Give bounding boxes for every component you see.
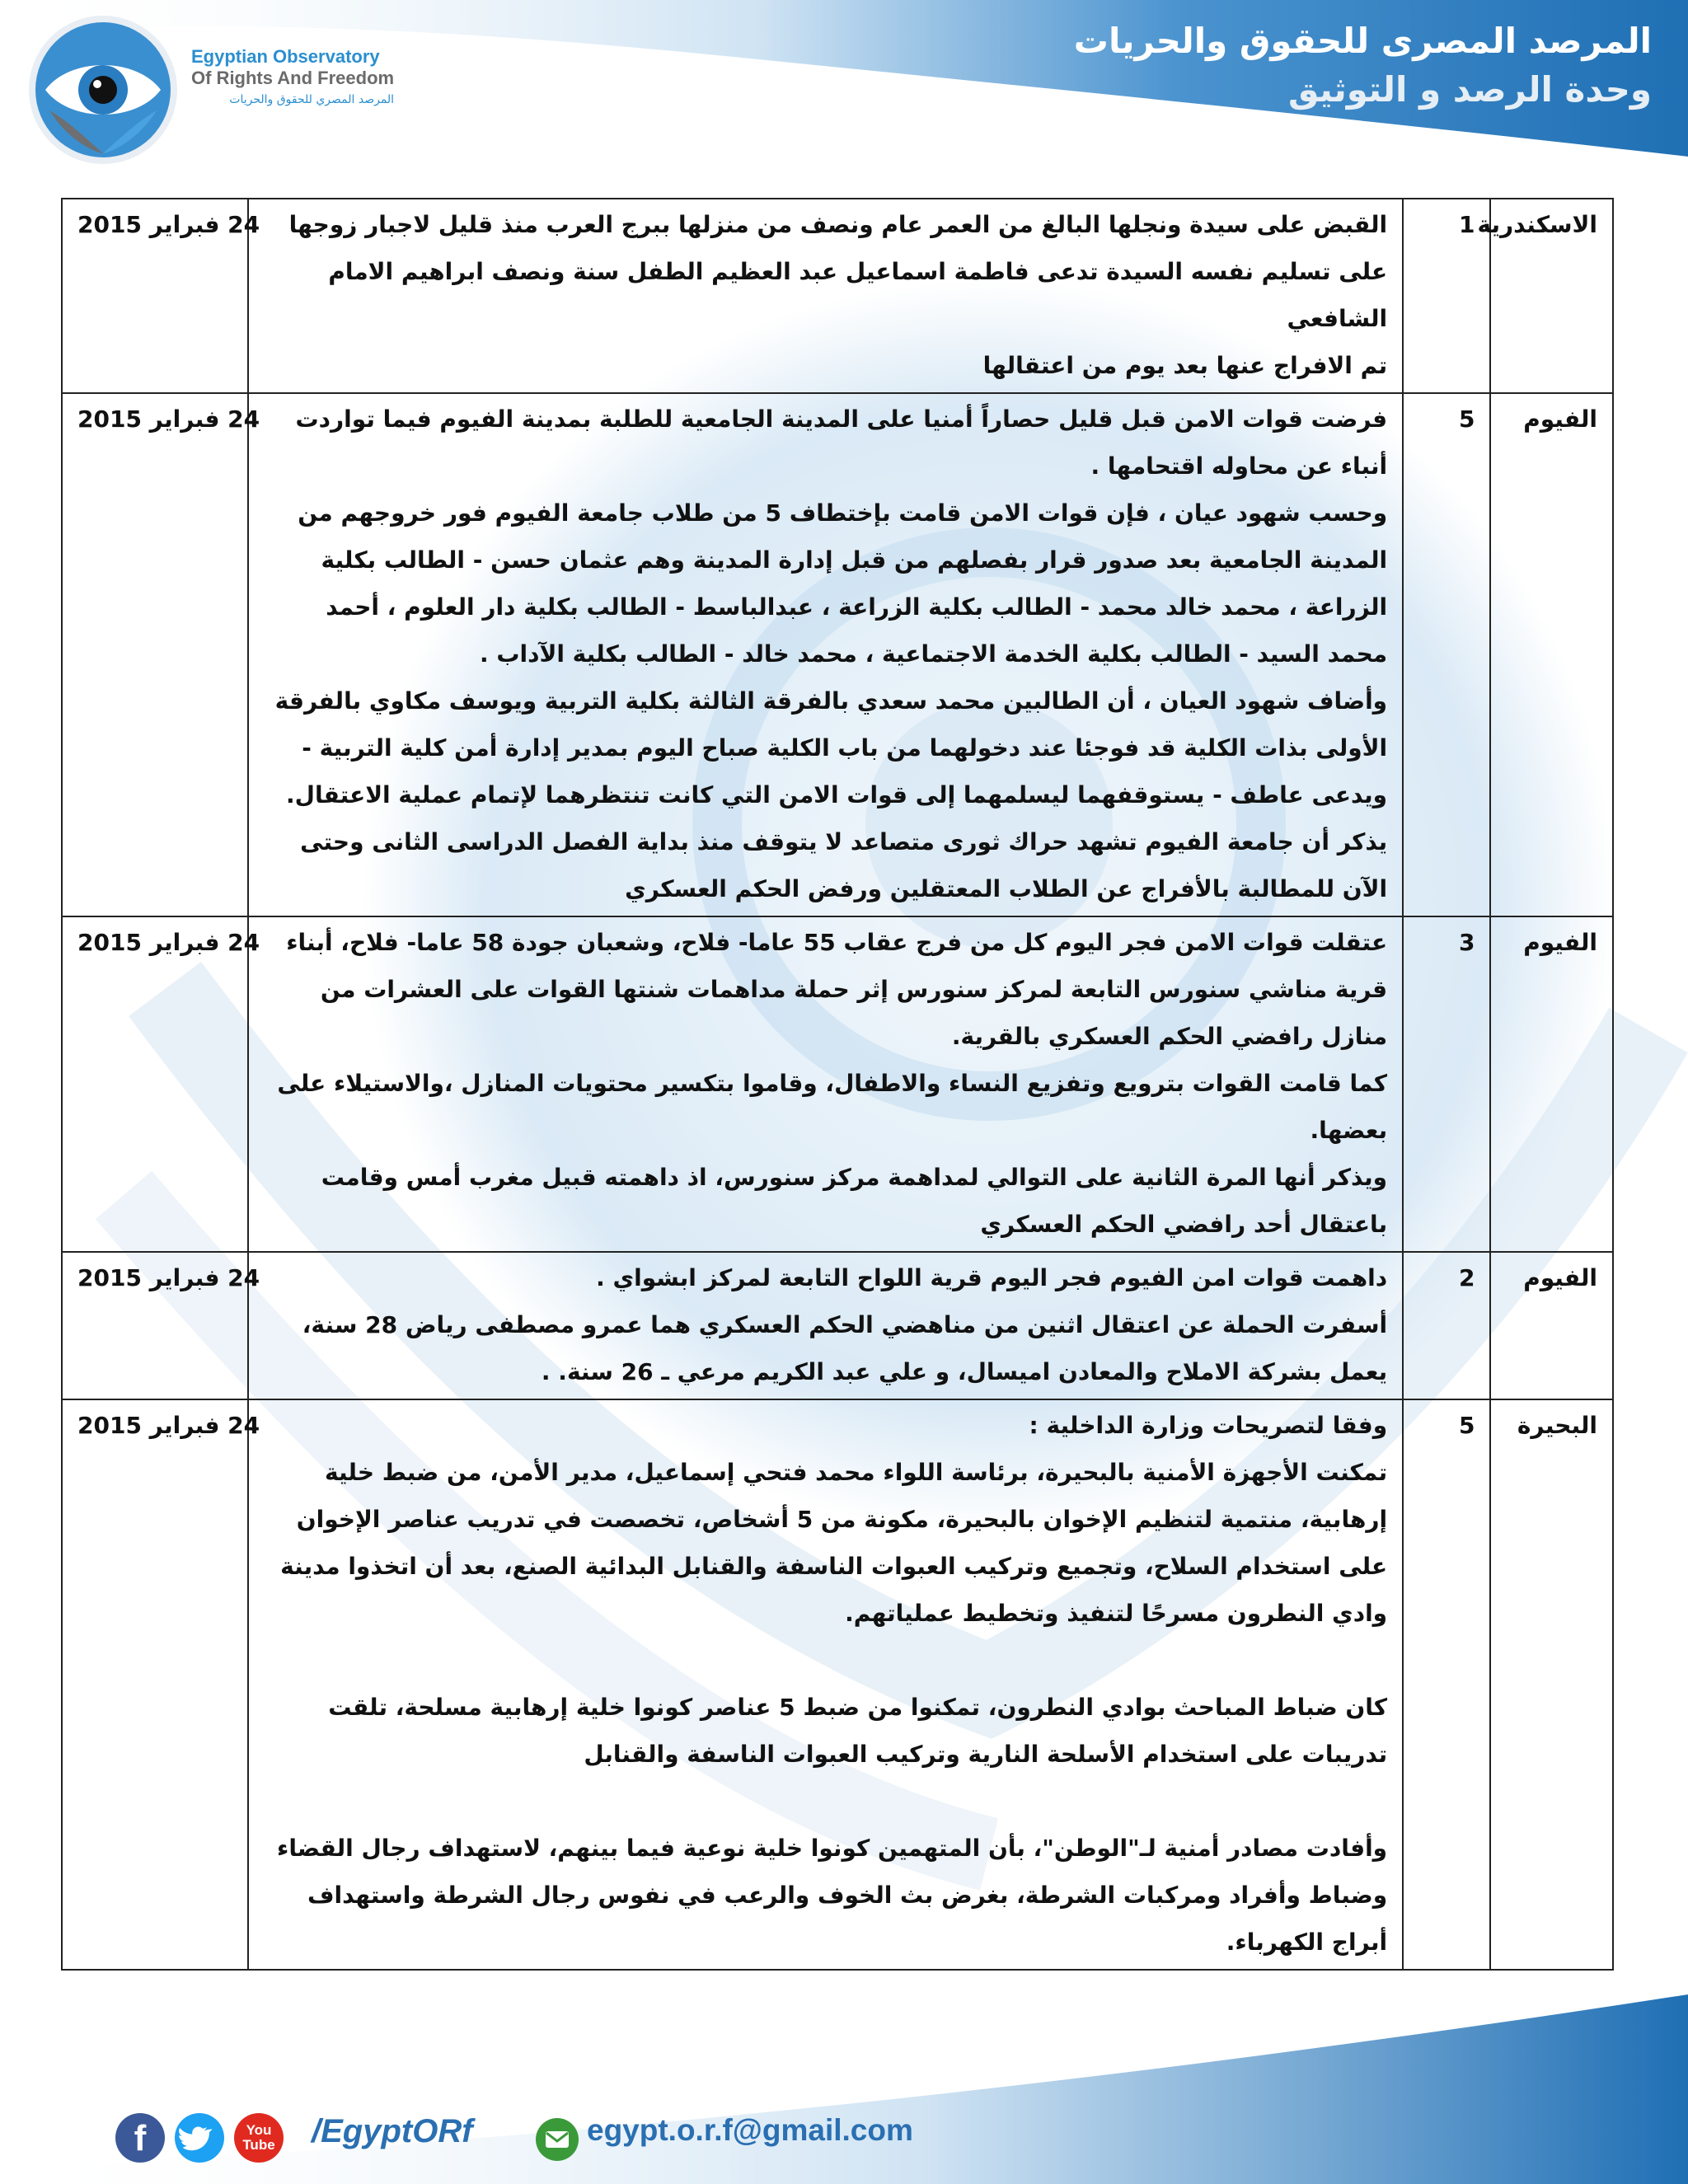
social-handle-link[interactable]: /EgyptORf	[312, 2113, 473, 2149]
governorate-cell: الفيوم	[1490, 1252, 1613, 1399]
mail-icon[interactable]	[536, 2118, 579, 2161]
description-cell	[248, 1399, 1403, 1970]
incidents-table-body	[62, 199, 1613, 1970]
table-row	[62, 393, 1613, 916]
description-cell	[248, 916, 1403, 1252]
description-paragraph: فرضت قوات الامن قبل قليل حصاراً أمنيا على المدينة الجامعية للطلبة بمدينة الفيوم فيما تواردت أنباء عن محاوله اقتحامها .	[295, 405, 1388, 480]
date-cell	[62, 199, 260, 393]
table-row	[62, 199, 1613, 393]
governorate-cell: الفيوم	[1490, 916, 1613, 1252]
table-row	[62, 1252, 1613, 1399]
description-paragraph: داهمت قوات امن الفيوم فجر اليوم قرية اللواح التابعة لمركز ابشواي .	[596, 1264, 1388, 1291]
description-paragraph: يعمل بشركة الاملاح والمعادن اميسال، و علي عبد الكريم مرعي ـ 26 سنة. .	[541, 1358, 1388, 1385]
governorate-cell: الفيوم	[1490, 393, 1613, 916]
description-paragraph: وحسب شهود عيان ، فإن قوات الامن قامت بإختطاف 5 من طلاب جامعة الفيوم فور خروجهم من المدينة الجامعية بعد صدور قرار بفصلهم من قبل إدارة المدينة وهم عثمان حسن - الطالب بكلية الزراعة ، محمد خالد محمد - الطالب بكلية الزراعة ، عبدالباسط - الطالب بكلية دار العلوم ، أحمد محمد السيد - الطالب بكلية الخدمة الاجتماعية ، محمد خالد - الطالب بكلية الآداب .	[298, 499, 1388, 668]
date-cell	[62, 1252, 260, 1399]
description-paragraph: وفقا لتصريحات وزارة الداخلية :	[1029, 1412, 1388, 1439]
header-titles	[1074, 18, 1652, 115]
date-text: 24 فبراير 2015	[77, 1264, 260, 1291]
logo-english-line-1: Egyptian Observatory	[191, 46, 380, 67]
governorate-cell: البحيرة	[1490, 1399, 1613, 1970]
youtube-text-you: You	[246, 2122, 272, 2138]
youtube-text-tube: Tube	[242, 2137, 275, 2153]
description-paragraph: يذكر أن جامعة الفيوم تشهد حراك ثورى متصاعد لا يتوقف منذ بداية الفصل الدراسى الثانى وحتى الآن للمطالبة بالأفراج عن الطلاب المعتقلين ورفض الحكم العسكري	[300, 828, 1388, 902]
count-cell: 1	[1403, 199, 1490, 393]
description-paragraph: كان ضباط المباحث بوادي النطرون، تمكنوا من ضبط 5 عناصر كونوا خلية إرهابية مسلحة، تلقت تدريبات على استخدام الأسلحة النارية وتركيب العبوات الناسفة والقنابل	[328, 1694, 1388, 1768]
description-paragraph: تم الافراج عنها بعد يوم من اعتقالها	[982, 352, 1388, 379]
youtube-icon[interactable]	[234, 2113, 284, 2163]
logo-arabic-name: المرصد المصري للحقوق والحريات	[229, 93, 395, 106]
count-cell: 3	[1403, 916, 1490, 1252]
table-row	[62, 916, 1613, 1252]
date-text: 24 فبراير 2015	[77, 1412, 260, 1439]
description-paragraph: تمكنت الأجهزة الأمنية بالبحيرة، برئاسة اللواء محمد فتحي إسماعيل، مدير الأمن، من ضبط خلية إرهابية، منتمية لتنظيم الإخوان بالبحيرة، مكونة من 5 أشخاص، تخصصت في تدريب عناصر الإخوان على استخدام السلاح، وتجميع وتركيب العبوات الناسفة والقنابل البدائية الصنع، بعد أن اتخذوا مدينة وادي النطرون مسرحًا لتنفيذ وتخطيط عملياتهم.	[280, 1459, 1388, 1627]
page-title: المرصد المصرى للحقوق والحريات	[1073, 21, 1652, 61]
date-text: 24 فبراير 2015	[77, 929, 260, 956]
description-cell	[248, 199, 1403, 393]
description-spacer	[264, 1637, 1387, 1684]
table-row	[62, 1399, 1613, 1970]
description-paragraph: عتقلت قوات الامن فجر اليوم كل من فرج عقاب 55 عاما- فلاح، وشعبان جودة 58 عاما- فلاح، أبناء قرية مناشي سنورس التابعة لمركز سنورس إثر حملة مداهمات شنتها القوات على العشرات من منازل رافضي الحكم العسكري بالقرية.	[286, 929, 1388, 1050]
date-text: 24 فبراير 2015	[77, 405, 260, 433]
description-paragraph: أسفرت الحملة عن اعتقال اثنين من مناهضي الحكم العسكري هما عمرو مصطفى رياض 28 سنة،	[302, 1311, 1388, 1338]
description-spacer	[264, 1778, 1387, 1825]
facebook-icon[interactable]: f	[115, 2113, 165, 2163]
logo-english-line-2: Of Rights And Freedom	[191, 68, 395, 88]
description-paragraph: وأفادت مصادر أمنية لـ"الوطن"، بأن المتهمين كونوا خلية نوعية فيما بينهم، لاستهداف رجال القضاء وضباط وأفراد ومركبات الشرطة، بغرض بث الخوف والرعب في نفوس رجال الشرطة واستهداف أبراج الكهرباء.	[277, 1835, 1388, 1956]
description-paragraph: القبض على سيدة ونجلها البالغ من العمر عام ونصف من منزلها ببرج العرب منذ قليل لاجبار زوجها على تسليم نفسه السيدة تدعى فاطمة اسماعيل عبد العظيم الطفل سنة ونصف ابراهيم الامام الشافعي	[288, 211, 1388, 332]
page-subtitle: وحدة الرصد و التوثيق	[1288, 69, 1652, 110]
description-paragraph: وأضاف شهود العيان ، أن الطالبين محمد سعدي بالفرقة الثالثة بكلية التربية ويوسف مكاوي بالفرقة الأولى بذات الكلية قد فوجئا عند دخولهما من باب الكلية صباح اليوم بمدير إدارة أمن كلية التربية - ويدعى عاطف - يستوقفهما ليسلمهما إلى قوات الامن التي كانت تنتظرهما لإتمام عملية الاعتقال.	[274, 687, 1388, 808]
twitter-icon[interactable]	[175, 2113, 224, 2163]
description-cell	[248, 393, 1403, 916]
date-text: 24 فبراير 2015	[77, 211, 260, 238]
description-cell	[248, 1252, 1403, 1399]
date-cell	[62, 916, 260, 1252]
date-cell	[62, 1399, 260, 1970]
description-paragraph: ويذكر أنها المرة الثانية على التوالي لمداهمة مركز سنورس، اذ داهمته قبيل مغرب أمس وقامت باعتقال أحد رافضي الحكم العسكري	[321, 1164, 1388, 1238]
description-paragraph: كما قامت القوات بترويع وتفزيع النساء والاطفال، وقاموا بتكسير محتويات المنازل ،والاستيلاء على بعضها.	[277, 1070, 1388, 1144]
email-link[interactable]: egypt.o.r.f@gmail.com	[587, 2113, 913, 2147]
count-cell: 5	[1403, 393, 1490, 916]
count-cell: 5	[1403, 1399, 1490, 1970]
date-cell	[62, 393, 260, 916]
logo-text	[191, 46, 394, 109]
observatory-logo-icon	[25, 12, 181, 168]
incidents-table	[61, 198, 1614, 1971]
governorate-cell: الاسكندرية	[1490, 199, 1613, 393]
count-cell: 2	[1403, 1252, 1490, 1399]
